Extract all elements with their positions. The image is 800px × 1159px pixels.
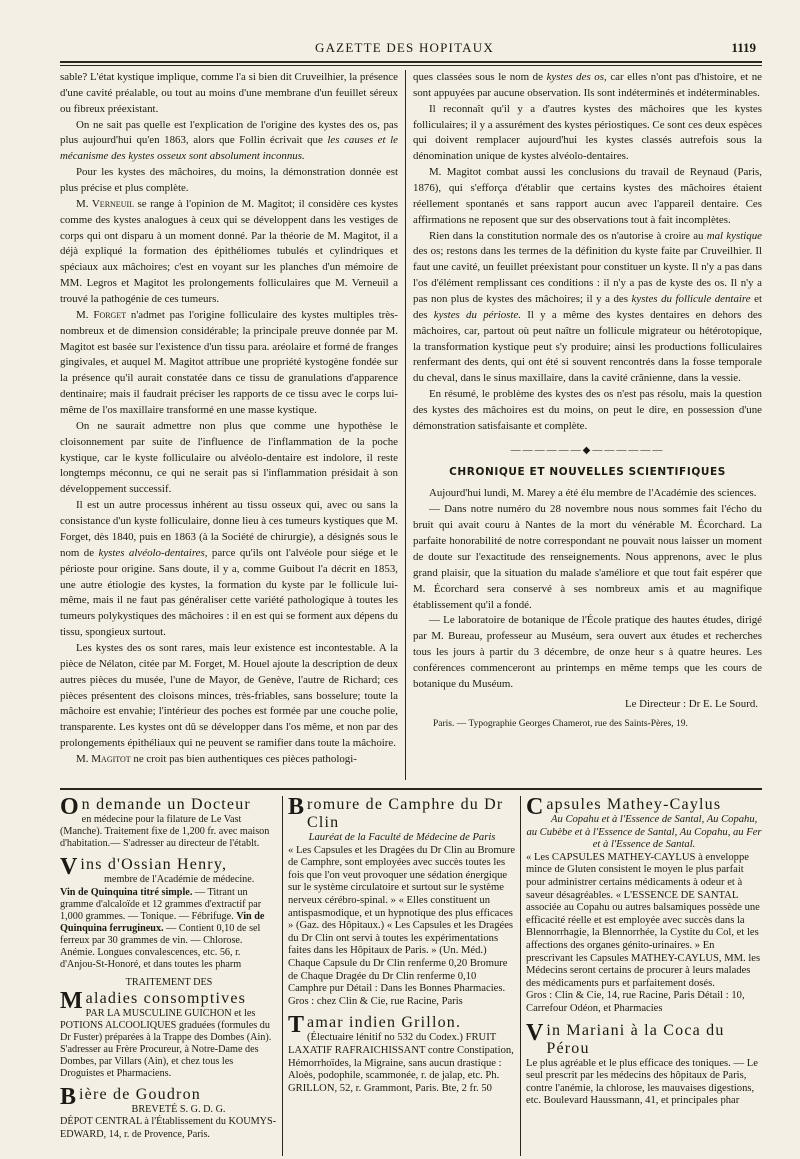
ad-tamar-indien: Tamar indien Grillon. (Électuaire lénitif no 532 du Codex.) FRUIT LAXATIF RAFRAICHISSANT contre Constipation, Hémorrhoïdes, la Migraine, sans aucun drastique : Aloès, podophile, scammonée, r. de jalap, etc. Ph. GRILLON, 52, r. Grammont, Paris. Bte, 2 fr. 50 (288, 1012, 514, 1094)
director-signature: Le Directeur : Dr E. Le Sourd. (624, 697, 758, 710)
column-divider (405, 70, 406, 780)
ads-column-3 (526, 796, 762, 1114)
ads-column-1 (60, 796, 278, 1147)
paragraph: ques classées sous le nom de kystes des os, car elles n'ont pas d'histoire, et ne sont appuyées par aucune observation. Ils sont indéterminés et indéterminables. (413, 71, 763, 99)
header-rule (60, 61, 762, 63)
ad-vins-ossian: Vins d'Ossian Henry, membre de l'Académie de médecine. Vin de Quinquina titré simple. — Titrant un gramme d'alcaloïde et 12 grammes d'extractif par 1,000 grammes. — Tonique. — Fébrifuge. Vin de Quinquina ferrugineux. — Contient 0,10 de sel ferreux par 30 grammes de vin. — Chlorose. Anémie. Longues convalescences, etc. 56, r. d'Anjou-St-Honoré, et dans toutes les pharm (60, 854, 265, 971)
left-column (60, 70, 398, 768)
paragraph: sable? L'état kystique implique, comme l'a si bien dit Cruveilhier, la présence d'une cavité préalable, ou tout au moins d'une membrane d'un feuillet séreux ou fibreux préexistant. (60, 71, 398, 115)
section-separator: ——————◆—————— (510, 444, 665, 456)
ad-biere-goudron: Bière de Goudron BREVETÉ S. G. D. G. DÉPOT CENTRAL à l'Établissement du KOUMYS-EDWARD, 14, r. de Provence, Paris. (60, 1084, 277, 1140)
paragraph: M. Verneuil se range à l'opinion de M. Magitot; il considère ces kystes comme des kystes analogues à ceux qui se développent dans les vestiges de corps qui ont disparu à un moment donné. Par la théorie de M. Magitot, il a déjà expliqué la formation des épithéliomes tubulés et cylindriques et spéciaux aux mâchoires; c'est en voyant sur les planches d'un mémoire de MM. Legros et Magitot les prolongements folliculaires que M. Verneuil a trouvé la pathogénie de ces tumeurs. (60, 197, 398, 306)
ad-maladies: TRAITEMENT DES M aladies consomptives PAR LA MUSCULINE GUICHON et les POTIONS ALCOOLIQUES graduées (formules du Dr Fuster) préparées à la Trappe des Dombes (Ain). S'adresser au Frère Procureur, à Notre-Dame des Dombes, par Villars (Ain), et chez tous les Droguistes et Pharmaciens. (60, 977, 272, 1080)
paragraph: En résumé, le problème des kystes des os n'est pas résolu, mais la question des kystes des mâchoires est du moins, on peut le dire, en possession d'une démonstration satisfaisante et complète. (413, 388, 762, 432)
header-rule-thin (60, 65, 762, 66)
running-header (60, 38, 760, 58)
paragraph: M. Magitot ne croit pas bien authentiques ces pièces pathologi- (76, 752, 357, 765)
paragraph: Les kystes des os sont rares, mais leur existence est incontestable. A la pièce de Nélaton, citée par M. Forget, M. Houel ajoute la description de deux autres pièces du musée, l'une de Mayor, de Genève, l'autre de Richard; ces pièces présentent des cloisons minces, très-friables, sans bosselure; toute la mâchoire est envahie; l'intérieur des poches est formée par une couche polie, transparente. Les kystes ont dû se développer dans l'os même, et non par des prolongements épithéliaux qui ne peuvent se ramifier dans toute la mâchoire. (60, 641, 398, 750)
paragraph: On ne saurait admettre non plus que comme une hypothèse le cloisonnement par suite de l'influence de l'inflammation de la poche kystique, car le kyste folliculaire ou alvéolo-dentaire est indolore, il reste longtemps méconnu, ce qui ne serait pas si l'inflammation présidait à son développement successif. (60, 419, 398, 496)
page-number: 1119 (731, 40, 756, 55)
ad-vin-mariani: Vin Mariani à la Coca du Pérou Le plus agréable et le plus efficace des toniques. — Le seul prescrit par les médecins des hôpitaux de Paris, contre l'anémie, la chlorose, les mauvaises digestions, etc. Boulevard Haussmann, 41, et principales phar (526, 1019, 758, 1107)
right-column (413, 70, 762, 732)
paragraph: — Le laboratoire de botanique de l'École pratique des hautes études, dirigé par M. Bureau, professeur au Muséum, sera ouvert aux études et recherches tous les jours à partir du 3 décembre, de onze heur s à quatre heures. Les conférences commenceront au printemps en même temps que les cours de botanique du Muséum. (413, 614, 762, 690)
ads-divider (520, 796, 521, 1156)
paragraph: M. Forget n'admet pas l'origine folliculaire des kystes multiples très-nombreux et de dimension considérable; la principale preuve donnée par M. Magitot est basée sur l'existence d'un tissu para. aréolaire et formé de franges gingivales, et auquel M. Magitot attribue une propriété kystogène fondée sur la présence qu'il aurait constatée dans ce tissu de granulations d'apparence dentinaire; mais il faudrait préciser les rapports de ce tissu avec le corps lui-même de l'os maxillaire transformé en une masse kystique. (60, 308, 399, 417)
ads-rule (60, 788, 762, 790)
paragraph: Rien dans la constitution normale des os n'autorise à croire au mal kystique des os; restons dans les termes de la définition du kyste faite par Cruveilhier. Il faut une cavité, un feuillet préexistant pour constituer un kyste. Il n'y a pas dans l'os d'élément remplissant ces conditions : il n'y a pas de kyste des os. Il n'y a pas non plus de kystes des mâchoires; il y a des kystes du follicule dentaire et des kystes du périoste. Il y a même des kystes dentaires en dehors des mâchoires, car, partout où peut naître un follicule migrateur ou hétérotopique, la transformation kystique peut s'y produire; ainsi les productions folliculaires renfermant des dents, qui ont été si souvent rencontrés dans la fosse temporale du cheval, dans le sinus maxillaire, dans la cavité crânienne, dans la vessie. (413, 229, 763, 385)
paragraph: M. Magitot combat aussi les conclusions du travail de Reynaud (Paris, 1876), qui s'efforça d'établir que certains kystes des mâchoires étaient réellement spontanés et sans rapport aucun avec l'appareil dentaire. Ces affirmations ne reposent que sur des observations tout à fait incomplètes. (413, 166, 762, 226)
journal-title: GAZETTE DES HOPITAUX (315, 40, 494, 55)
ad-docteur: On demande un Docteur en médecine pour la filature de Le Vast (Manche). Traitement fixe de 1,200 fr. avec maison d'habitation.— S'adresser au directeur de l'établt. (60, 794, 270, 850)
paragraph: Il est un autre processus inhérent au tissu osseux qui, avec ou sans la consistance d'un kyste folliculaire, donne lieu à ces tumeurs kystiques que M. Forget, dès 1840, puis en 1863 (à la Société de chirurgie), a désignés sous le nom de kystes alvéolo-dentaires, parce qu'ils ont l'alvéole pour siége et le périoste pour origine. Sans doute, il y a, comme Guibout l'a décrit en 1853, une autre étiologie des kystes, la formation du kyste par le follicule lui-même, mais il ne faut pas généraliser cette variété pathologique à toutes les tumeurs polykystiques des mâchoires : il en est qui se forment aux dépens du tissu, spongieux surtout. (60, 499, 398, 639)
ads-divider (282, 796, 283, 1156)
paragraph: On ne sait pas quelle est l'explication de l'origine des kystes des os, pas plus aujourd'hui qu'en 1863, alors que Follin écrivait que les causes et le mécanisme des kystes osseux sont absolument inconnus. (60, 118, 398, 163)
printer-line: Paris. — Typographie Georges Chamerot, rue des Saints-Pères, 19. (433, 718, 688, 729)
paragraph: Aujourd'hui lundi, M. Marey a été élu membre de l'Académie des sciences. (429, 487, 757, 500)
paragraph: Pour les kystes des mâchoires, du moins, la démonstration donnée est plus précise et plus complète. (60, 166, 398, 195)
paragraph: — Dans notre numéro du 28 novembre nous nous sommes fait l'écho du bruit qui avait couru à Nantes de la mort du vénérable M. Écorchard. La parfaite honorabilité de notre correspondant ne pouvait nous laisser un moment de doute sur l'exactitude des renseignements. Nous apprenons, avec le plus grand plaisir, que la situation du malade s'améliore et que tout fait espérer que M. Écorchard sera conservé à ses nombreux amis et au magnifique établissement qu'il a fondé. (413, 503, 762, 611)
ad-capsules-mathey-caylus: Capsules Mathey-Caylus Au Copahu et à l'Essence de Santal, Au Copahu, au Cubèbe et à l'Essence de Santal, Au Copahu, au Fer et à l'Essence de Santal. « Les CAPSULES MATHEY-CAYLUS à enveloppe mince de Gluten consistent le moyen le plus parfait pour administrer certains médicaments à odeur et à saveur désagréables. « L'ESSENCE DE SANTAL associée au Copahu ou autres balsamiques possède une efficacité réelle et est employée avec succès dans la Blennorrhagie, la Blennorrhée, la Cystite du Col, et les affections des organes génito-urinaires. » En prescrivant les Capsules MATHEY-CAYLUS, MM. les Médecins seront certains de procurer à leurs malades des médicaments purs et parfaitement dosés. Gros : Clin & Cie, 14, rue Racine, Paris Détail : 10, Carrefour Odéon, et Pharmacies (526, 794, 762, 1014)
section-title: CHRONIQUE ET NOUVELLES SCIENTIFIQUES (449, 465, 726, 478)
paragraph: Il reconnaît qu'il y a d'autres kystes des mâchoires que les kystes folliculaires; il y a assurément des kystes périostiques. Ce sont ces deux espèces qui doivent remplacer aujourd'hui les kystes classés autrefois sous la dénomination unique de kystes alvéolo-dentaires. (413, 102, 762, 163)
ads-column-2 (288, 796, 516, 1101)
ad-bromure-camphre: Bromure de Camphre du Dr Clin Lauréat de la Faculté de Médecine de Paris « Les Capsules et les Dragées du Dr Clin au Bromure de Camphre, sont employées avec succès toutes les fois que l'on veut provoquer une sédation énergique sur le système circulatoire et surtout sur le système nerveux cérébro-spinal. » « Elles constituent un antispasmodique, et un hypnotique des plus efficaces » (Gaz. des Hôpitaux.) « Les Capsules et les Dragées du Dr Clin ont servi à toutes les expérimentations faites dans les Hôpitaux de Paris. » (Un. Méd.) Chaque Capsule du Dr Clin renferme 0,20 Bromure de Chaque Dragée du Dr Clin renferme 0,10 Camphre pur Détail : Dans les Bonnes Pharmacies. Gros : chez Clin & Cie, rue Racine, Paris (288, 794, 516, 1007)
